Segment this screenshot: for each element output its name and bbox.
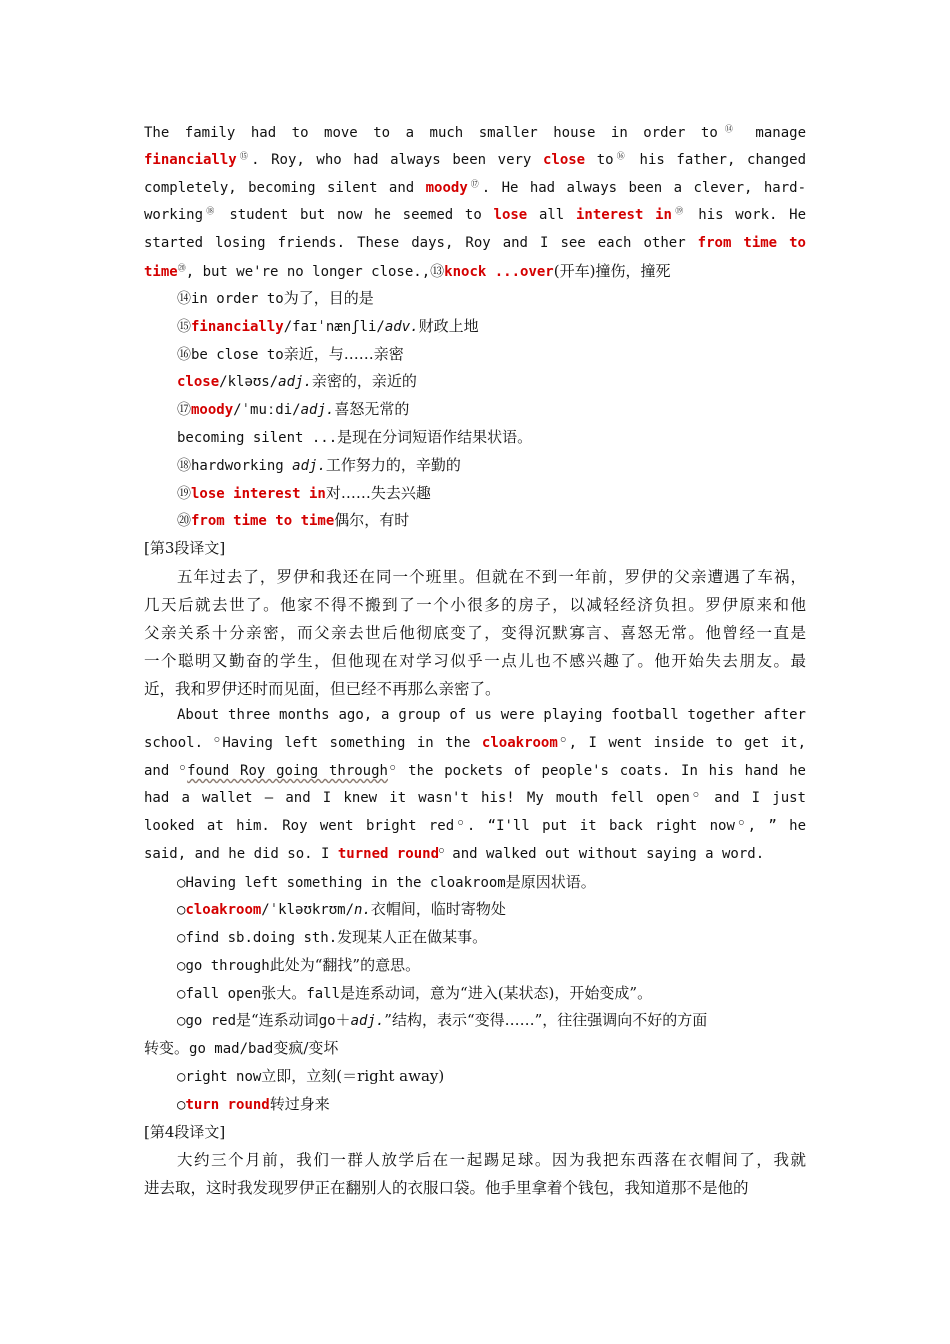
text: his work. He (686, 207, 806, 223)
keyword: from time to (697, 235, 806, 251)
keyword: cloakroom (481, 735, 558, 751)
note-term: go mad/bad (189, 1041, 274, 1057)
translation-line: 大约三个月前，我们一群人放学后在一起踢足球。因为我把东西落在衣帽间了，我就 (177, 1151, 806, 1169)
passage-line (144, 841, 806, 868)
note-explanation: 工作努力的，辛勤的 (325, 456, 461, 474)
passage-line (144, 147, 806, 174)
note-term: right now (185, 1069, 262, 1085)
text: the pockets of people's coats. In his hand he (397, 763, 806, 779)
text: and I just (702, 790, 806, 806)
note-marker: ○ (387, 762, 398, 772)
note-term: becoming silent ... (177, 430, 338, 446)
text: started losing friends. These days, Roy and I see each other (144, 235, 698, 251)
note-marker: ○ (177, 1069, 186, 1085)
passage-line (144, 175, 806, 202)
part-of-speech: adj. (292, 458, 326, 474)
passage-line (144, 785, 806, 812)
keyword: moody (425, 180, 468, 196)
text: , I went inside to get it, (568, 735, 806, 751)
note-marker: ○ (177, 986, 186, 1002)
keyword: close (177, 374, 220, 390)
text: all (527, 207, 576, 223)
passage-line (144, 202, 806, 229)
note-marker: ⑭ (717, 124, 740, 134)
keyword: financially (144, 152, 237, 168)
text: . He had always been a clever, hard- (481, 180, 806, 196)
note-marker: ⑯ (177, 347, 191, 363)
note-line (177, 480, 806, 507)
section-title: [第3段译文] (144, 539, 226, 557)
note-explanation: 此处为“翻找”的意思。 (269, 956, 421, 974)
text: The family had to move to a much smaller house in order to (144, 125, 718, 141)
translation-line: 一个聪明又勤奋的学生，但他现在对学习似乎一点儿也不感兴趣了。他开始失去朋友。最 (144, 652, 806, 670)
text: to (585, 152, 614, 168)
keyword: turn round (185, 1097, 270, 1113)
note-term: /ˈkləʊkrʊm/ (261, 902, 355, 918)
part-of-speech: adv. (384, 319, 419, 335)
keyword: moody (191, 402, 234, 418)
passage-line (144, 120, 806, 147)
note-explanation: 变疯/变坏 (273, 1039, 339, 1057)
note-marker: ⑮ (177, 319, 191, 335)
note-term: /faɪˈnænʃli/ (283, 319, 385, 335)
note-marker: ○ (180, 762, 188, 772)
note-line (177, 396, 806, 423)
keyword: cloakroom (185, 902, 262, 918)
note-explanation: 是“连系动词 (236, 1011, 319, 1029)
note-line (177, 341, 806, 368)
note-marker: ○ (177, 1013, 186, 1029)
note-explanation: 是现在分词短语作结果状语。 (337, 428, 533, 446)
note-line (177, 1007, 806, 1034)
text: . Roy, who had always been very (251, 152, 543, 168)
part-of-speech: adj. (350, 1013, 385, 1029)
note-explanation: 是连系动词，意为“进入(某状态)，开始变成”。 (340, 984, 653, 1002)
passage-line (144, 813, 806, 840)
translation-line: 几天后就去世了。他家不得不搬到了一个小很多的房子，以减轻经济负担。罗伊原来和他 (144, 596, 806, 614)
note-marker: ○ (557, 734, 569, 744)
note-explanation: 为了，目的是 (283, 289, 374, 307)
text: , but we're no longer close., (185, 264, 431, 280)
note-explanation: 发现某人正在做某事。 (337, 928, 488, 946)
note-term: fall (306, 986, 341, 1002)
passage-line (177, 702, 806, 729)
text: Having left something in the (222, 735, 482, 751)
note-marker: ⑬ (430, 264, 445, 280)
note-explanation: 亲密的，亲近的 (311, 372, 417, 390)
passage-line (144, 758, 806, 785)
note-line (177, 1091, 806, 1118)
keyword: time (144, 264, 178, 280)
note-line (177, 896, 806, 923)
note-line (177, 285, 806, 312)
section-title: [第4段译文] (144, 1123, 226, 1141)
text: student but now he seemed to (217, 207, 494, 223)
keyword: knock ...over (444, 264, 554, 280)
note-explanation: 转变。 (144, 1039, 190, 1057)
note-marker: ○ (177, 930, 186, 946)
note-marker: ○ (454, 817, 467, 827)
note-explanation: 衣帽间，临时寄物处 (370, 900, 506, 918)
note-explanation: 张大。 (261, 984, 307, 1002)
note-marker: ○ (689, 789, 703, 799)
note-line (177, 368, 806, 395)
keyword: lose interest in (191, 486, 326, 502)
text: working (144, 207, 204, 223)
text: his father, changed (627, 152, 806, 168)
note-marker: ⑲ (177, 486, 191, 502)
note-term: Having left something in the cloakroom (185, 875, 506, 891)
note-line (144, 1035, 806, 1062)
text: , ” he (747, 818, 806, 834)
keyword: close (542, 152, 586, 168)
note-line (177, 924, 806, 951)
note-marker: ○ (734, 817, 748, 827)
note-line (177, 313, 806, 340)
keyword: financially (191, 319, 284, 335)
text: had a wallet — and I knew it wasn't his! My mouth fell open (144, 790, 690, 806)
passage-line (144, 230, 806, 257)
note-term: /kləʊs/ (219, 374, 279, 390)
note-term: go (318, 1013, 336, 1029)
note-explanation: 转过身来 (269, 1095, 330, 1113)
keyword: interest in (575, 207, 672, 223)
note-marker: ⑰ (467, 179, 482, 189)
note-marker: ⑲ (671, 206, 687, 216)
note-marker: ⑭ (177, 291, 191, 307)
note-line (177, 507, 806, 534)
note-marker: ⑮ (236, 151, 252, 161)
keyword: turned round (337, 846, 440, 862)
wavy-underlined-phrase: found Roy going through (187, 763, 388, 779)
translation-line: 父亲关系十分亲密，而父亲去世后他彻底变了，变得沉默寡言、喜怒无常。他曾经一直是 (144, 624, 806, 642)
note-explanation: ＋ (335, 1011, 351, 1029)
note-marker: ○ (439, 845, 444, 855)
text: About three months ago, a group of us were playing football together after (177, 707, 806, 723)
note-marker: ○ (177, 875, 186, 891)
note-line (177, 869, 806, 896)
text: (开车)撞伤，撞死 (553, 262, 671, 280)
part-of-speech: adj. (278, 374, 312, 390)
note-explanation: 是原因状语。 (505, 873, 596, 891)
note-explanation: 喜怒无常的 (334, 400, 410, 418)
keyword: lose (493, 207, 528, 223)
keyword: from time to time (191, 513, 335, 529)
note-term: go red (185, 1013, 237, 1029)
note-term: go through (185, 958, 270, 974)
note-line (177, 1063, 806, 1090)
note-term: hardworking (191, 458, 293, 474)
note-term: be close to (191, 347, 284, 363)
note-explanation: 对……失去兴趣 (325, 484, 431, 502)
text: . “I'll put it back right now (466, 818, 735, 834)
note-explanation: 立即，立刻(＝right away) (261, 1067, 445, 1085)
part-of-speech: n. (354, 902, 371, 918)
note-marker: ⑳ (177, 513, 191, 529)
translation-line: 近，我和罗伊还时而见面，但已经不再那么亲密了。 (144, 680, 501, 698)
note-marker: ○ (214, 734, 223, 744)
note-explanation: 亲近，与……亲密 (283, 345, 404, 363)
note-explanation: 偶尔，有时 (334, 511, 410, 529)
passage-line (144, 730, 806, 757)
note-explanation: 财政上地 (418, 317, 479, 335)
text: school. (144, 735, 215, 751)
note-marker: ⑯ (613, 151, 628, 161)
text: and (144, 763, 181, 779)
text: looked at him. Roy went bright red (144, 818, 455, 834)
passage-line (144, 258, 806, 285)
note-term: find sb.doing sth. (185, 930, 338, 946)
note-marker: ⑱ (177, 458, 191, 474)
translation-line: 进去取，这时我发现罗伊正在翻别人的衣服口袋。他手里拿着个钱包，我知道那不是他的 (144, 1179, 749, 1197)
note-line (177, 952, 806, 979)
text: completely, becoming silent and (144, 180, 426, 196)
note-term: fall open (185, 986, 262, 1002)
translation-line: 五年过去了，罗伊和我还在同一个班里。但就在不到一年前，罗伊的父亲遭遇了车祸， (177, 568, 806, 586)
note-line (177, 452, 806, 479)
note-term: /ˈmuːdi/ (233, 402, 301, 418)
note-marker: ⑱ (203, 206, 218, 216)
text: said, and he did so. I (144, 846, 338, 862)
text: and walked out without saying a word. (443, 846, 765, 862)
part-of-speech: adj. (300, 402, 335, 418)
note-term: in order to (191, 291, 284, 307)
note-explanation: ”结构，表示“变得……”，往往强调向不好的方面 (384, 1011, 708, 1029)
note-marker: ⑳ (177, 263, 186, 273)
note-marker: ⑰ (177, 402, 191, 418)
note-marker: ○ (177, 902, 186, 918)
note-marker: ○ (177, 1097, 186, 1113)
note-line (177, 424, 806, 451)
text: manage (739, 125, 806, 141)
note-marker: ○ (177, 958, 186, 974)
note-line (177, 980, 806, 1007)
